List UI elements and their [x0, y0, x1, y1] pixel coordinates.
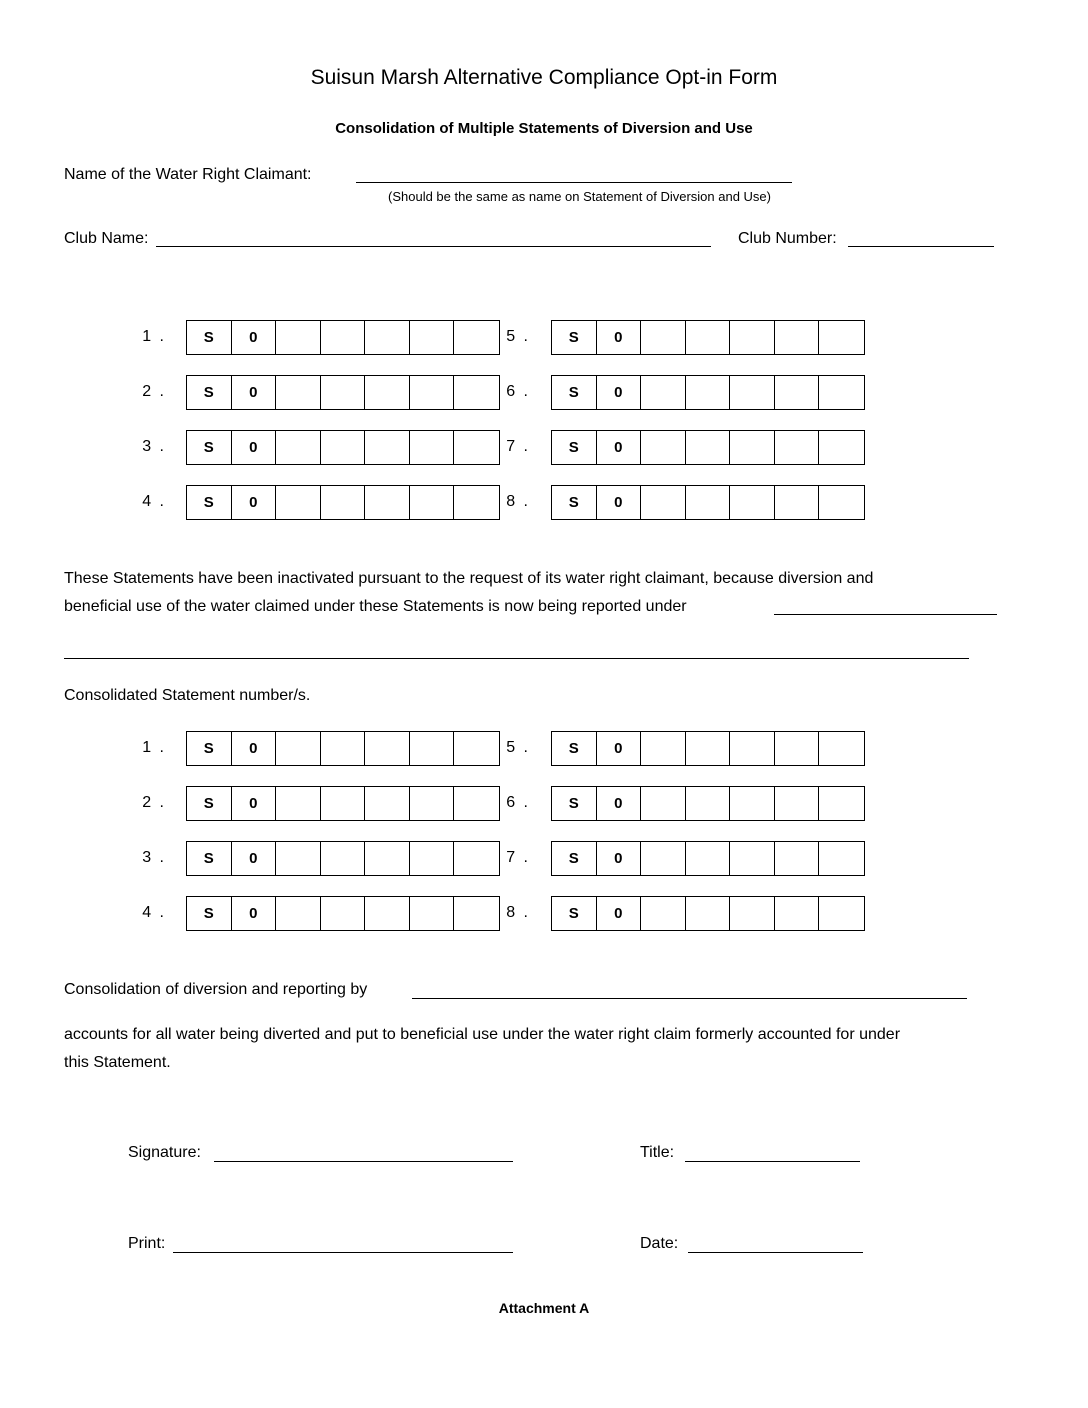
consolidated-row-number: 2 .	[142, 794, 166, 811]
statement-prefix-cell: S	[552, 787, 597, 820]
form-title: Suisun Marsh Alternative Compliance Opt-in Form	[310, 66, 778, 89]
statement-digit-cell[interactable]	[686, 321, 731, 354]
statement-digit-cell[interactable]	[365, 321, 410, 354]
statement-digit-cell[interactable]	[321, 321, 366, 354]
statement-digit-cell[interactable]	[686, 376, 731, 409]
title-label: Title:	[640, 1144, 675, 1161]
statement-digit-cell[interactable]	[410, 732, 455, 765]
consolidated-row-number: 1 .	[142, 739, 166, 756]
statement-prefix-cell: S	[187, 376, 232, 409]
inactivated-statement-number-boxes	[551, 375, 865, 410]
signature-field[interactable]	[214, 1161, 513, 1162]
club-number-field[interactable]	[848, 246, 994, 247]
statement-prefix-cell: 0	[232, 321, 277, 354]
statement-digit-cell[interactable]	[321, 376, 366, 409]
statement-digit-cell[interactable]	[819, 486, 864, 519]
inactivated-row-number: 2 .	[142, 383, 166, 400]
statement-digit-cell[interactable]	[321, 431, 366, 464]
inactivated-statement-number-boxes	[551, 430, 865, 465]
statement-digit-cell[interactable]	[775, 732, 820, 765]
statement-prefix-cell: S	[552, 486, 597, 519]
title-field[interactable]	[685, 1161, 860, 1162]
statement-digit-cell[interactable]	[819, 376, 864, 409]
consolidated-statement-number-boxes	[551, 731, 865, 766]
statement-prefix-cell: 0	[597, 321, 642, 354]
club-name-label: Club Name:	[64, 230, 149, 247]
inactivated-statement-number-boxes	[186, 485, 500, 520]
statement-prefix-cell: 0	[597, 842, 642, 875]
consolidated-row-number: 7 .	[506, 849, 530, 866]
statement-prefix-cell: S	[552, 321, 597, 354]
inactivated-statement-number-boxes	[551, 320, 865, 355]
statement-prefix-cell: 0	[597, 787, 642, 820]
consolidated-statement-number-boxes	[186, 896, 500, 931]
statement-digit-cell[interactable]	[365, 376, 410, 409]
consolidation-label: Consolidation of diversion and reporting by	[64, 981, 368, 998]
statement-digit-cell[interactable]	[775, 787, 820, 820]
statement-digit-cell[interactable]	[775, 842, 820, 875]
statement-digit-cell[interactable]	[686, 897, 731, 930]
consolidated-row-number: 8 .	[506, 904, 530, 921]
statement-prefix-cell: 0	[232, 376, 277, 409]
statement-digit-cell[interactable]	[365, 897, 410, 930]
date-field[interactable]	[688, 1252, 863, 1253]
statement-digit-cell[interactable]	[730, 376, 775, 409]
statement-digit-cell[interactable]	[365, 842, 410, 875]
statement-prefix-cell: S	[187, 321, 232, 354]
statement-digit-cell[interactable]	[819, 842, 864, 875]
statement-digit-cell[interactable]	[819, 431, 864, 464]
statement-digit-cell[interactable]	[410, 842, 455, 875]
club-name-field[interactable]	[156, 246, 711, 247]
claimant-label: Name of the Water Right Claimant:	[64, 166, 312, 183]
statement-digit-cell[interactable]	[276, 732, 321, 765]
club-number-label: Club Number:	[738, 230, 837, 247]
statement-prefix-cell: S	[552, 897, 597, 930]
inactivated-row-number: 6 .	[506, 383, 530, 400]
consolidation-paragraph-line2: this Statement.	[64, 1054, 171, 1071]
inactivated-row-number: 7 .	[506, 438, 530, 455]
statement-digit-cell[interactable]	[365, 732, 410, 765]
inactivated-row-number: 5 .	[506, 328, 530, 345]
statement-digit-cell[interactable]	[641, 897, 686, 930]
statement-digit-cell[interactable]	[686, 732, 731, 765]
attachment-label: Attachment A	[498, 1300, 590, 1316]
statement-prefix-cell: S	[187, 842, 232, 875]
consolidated-statement-number-boxes	[551, 841, 865, 876]
statement-digit-cell[interactable]	[365, 486, 410, 519]
statement-digit-cell[interactable]	[321, 732, 366, 765]
statement-digit-cell[interactable]	[730, 321, 775, 354]
statement-digit-cell[interactable]	[276, 486, 321, 519]
consolidation-field[interactable]	[412, 998, 967, 999]
claimant-field[interactable]	[356, 182, 792, 183]
statement-digit-cell[interactable]	[730, 897, 775, 930]
statement-prefix-cell: 0	[232, 431, 277, 464]
statement-digit-cell[interactable]	[410, 321, 455, 354]
inactivated-statement-number-boxes	[551, 485, 865, 520]
statement-digit-cell[interactable]	[686, 431, 731, 464]
statement-digit-cell[interactable]	[641, 431, 686, 464]
statement-digit-cell[interactable]	[819, 787, 864, 820]
consolidated-row-number: 4 .	[142, 904, 166, 921]
inactivated-row-number: 8 .	[506, 493, 530, 510]
statement-digit-cell[interactable]	[276, 321, 321, 354]
statement-prefix-cell: 0	[597, 431, 642, 464]
statement-digit-cell[interactable]	[321, 787, 366, 820]
signature-label: Signature:	[128, 1144, 201, 1161]
statement-prefix-cell: S	[187, 732, 232, 765]
statement-digit-cell[interactable]	[365, 431, 410, 464]
statement-digit-cell[interactable]	[365, 787, 410, 820]
statement-prefix-cell: 0	[232, 787, 277, 820]
inactivated-statement-number-boxes	[186, 430, 500, 465]
statement-prefix-cell: 0	[597, 732, 642, 765]
date-label: Date:	[640, 1235, 679, 1252]
statement-digit-cell[interactable]	[641, 732, 686, 765]
statement-prefix-cell: S	[187, 787, 232, 820]
print-label: Print:	[128, 1235, 166, 1252]
statement-prefix-cell: 0	[232, 486, 277, 519]
statement-prefix-cell: S	[187, 486, 232, 519]
consolidated-statement-number-boxes	[551, 896, 865, 931]
reported-under-field-line2[interactable]	[64, 658, 969, 659]
statement-prefix-cell: 0	[232, 842, 277, 875]
consolidated-statement-number-boxes	[551, 786, 865, 821]
statement-digit-cell[interactable]	[730, 842, 775, 875]
form-subtitle: Consolidation of Multiple Statements of Diversion and Use	[335, 120, 753, 137]
statement-digit-cell[interactable]	[775, 486, 820, 519]
statement-digit-cell[interactable]	[321, 842, 366, 875]
statement-prefix-cell: S	[552, 376, 597, 409]
consolidated-row-number: 6 .	[506, 794, 530, 811]
inactivated-row-number: 3 .	[142, 438, 166, 455]
statement-digit-cell[interactable]	[686, 787, 731, 820]
statement-digit-cell[interactable]	[276, 842, 321, 875]
print-field[interactable]	[173, 1252, 513, 1253]
statement-digit-cell[interactable]	[686, 486, 731, 519]
reported-under-field[interactable]	[774, 614, 997, 615]
inactivated-row-number: 1 .	[142, 328, 166, 345]
statement-digit-cell[interactable]	[410, 897, 455, 930]
statement-digit-cell[interactable]	[276, 431, 321, 464]
statement-prefix-cell: 0	[232, 897, 277, 930]
consolidation-paragraph-line1: accounts for all water being diverted and put to beneficial use under the water right claim formerly accounted for under	[64, 1026, 901, 1043]
statement-digit-cell[interactable]	[775, 321, 820, 354]
statement-digit-cell[interactable]	[730, 431, 775, 464]
statement-digit-cell[interactable]	[276, 897, 321, 930]
inactivated-row-number: 4 .	[142, 493, 166, 510]
statement-digit-cell[interactable]	[730, 732, 775, 765]
statement-digit-cell[interactable]	[641, 842, 686, 875]
statement-digit-cell[interactable]	[641, 787, 686, 820]
statement-prefix-cell: 0	[597, 897, 642, 930]
statement-digit-cell[interactable]	[410, 787, 455, 820]
statement-digit-cell[interactable]	[775, 431, 820, 464]
statement-prefix-cell: S	[187, 431, 232, 464]
consolidated-row-number: 5 .	[506, 739, 530, 756]
claimant-note: (Should be the same as name on Statement of Diversion and Use)	[388, 189, 771, 204]
statement-digit-cell[interactable]	[641, 321, 686, 354]
statement-digit-cell[interactable]	[819, 897, 864, 930]
statement-digit-cell[interactable]	[321, 897, 366, 930]
statement-digit-cell[interactable]	[775, 376, 820, 409]
statement-prefix-cell: S	[552, 431, 597, 464]
statement-digit-cell[interactable]	[641, 376, 686, 409]
inactivated-paragraph-line2: beneficial use of the water claimed under these Statements is now being reported under	[64, 598, 687, 615]
statement-digit-cell[interactable]	[686, 842, 731, 875]
consolidated-statement-number-boxes	[186, 731, 500, 766]
consolidated-statement-number-boxes	[186, 786, 500, 821]
statement-digit-cell[interactable]	[410, 376, 455, 409]
consolidated-statement-number-boxes	[186, 841, 500, 876]
statement-prefix-cell: S	[552, 842, 597, 875]
statement-prefix-cell: 0	[232, 732, 277, 765]
inactivated-statement-number-boxes	[186, 320, 500, 355]
statement-prefix-cell: S	[187, 897, 232, 930]
statement-digit-cell[interactable]	[819, 732, 864, 765]
statement-digit-cell[interactable]	[775, 897, 820, 930]
consolidated-row-number: 3 .	[142, 849, 166, 866]
inactivated-paragraph-line1: These Statements have been inactivated pursuant to the request of its water right claimant, because diversion and	[64, 570, 874, 587]
statement-digit-cell[interactable]	[276, 376, 321, 409]
statement-digit-cell[interactable]	[819, 321, 864, 354]
statement-digit-cell[interactable]	[410, 431, 455, 464]
statement-prefix-cell: S	[552, 732, 597, 765]
statement-digit-cell[interactable]	[321, 486, 366, 519]
statement-digit-cell[interactable]	[641, 486, 686, 519]
consolidated-label: Consolidated Statement number/s.	[64, 687, 311, 704]
statement-digit-cell[interactable]	[276, 787, 321, 820]
statement-digit-cell[interactable]	[730, 787, 775, 820]
statement-digit-cell[interactable]	[410, 486, 455, 519]
statement-prefix-cell: 0	[597, 376, 642, 409]
statement-prefix-cell: 0	[597, 486, 642, 519]
inactivated-statement-number-boxes	[186, 375, 500, 410]
statement-digit-cell[interactable]	[730, 486, 775, 519]
